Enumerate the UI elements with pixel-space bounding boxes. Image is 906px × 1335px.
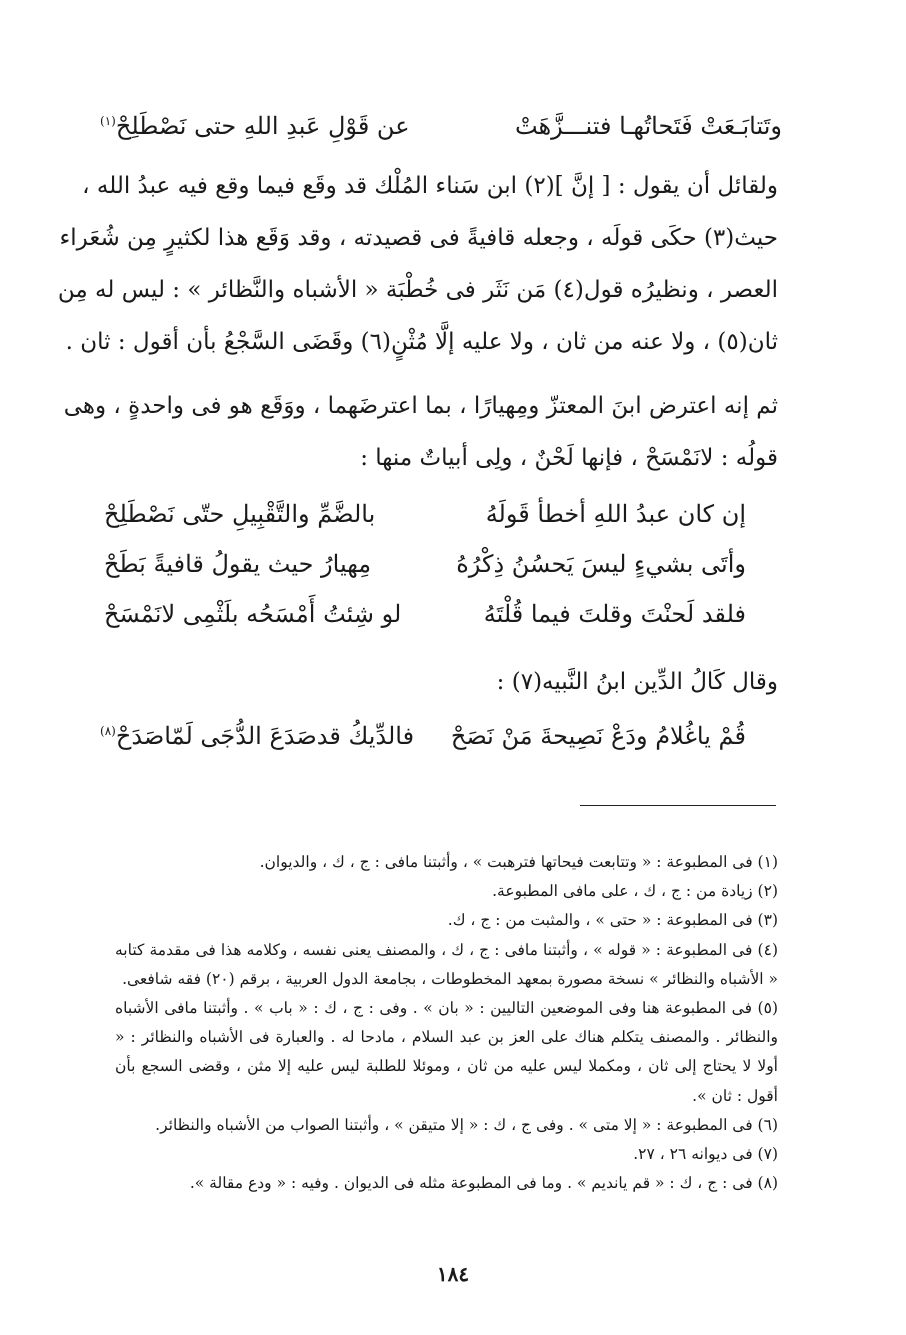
poem-verse-3-first: فلقد لَحنْتَ وقلتَ فيما قُلْتَهُ [483,600,746,628]
footnote-item: (١) فى المطبوعة : « وتتابعت فيحاتها فترهبت » ، وأثبتنا مافى : ج ، ك ، والديوان. [259,853,778,871]
footnote-separator [580,805,776,806]
paragraph-3-line: وقال كَالُ الدِّين ابنُ النَّبيه(٧) : [496,669,778,695]
footnote-item: (٦) فى المطبوعة : « إلا متى » . وفى ج ، ك : « إلا متيقن » ، وأثبتنا الصواب من الأشباه والنظائر. [155,1115,778,1134]
footnote-item: (٧) فى ديوانه ٢٦ ، ٢٧. [633,1145,778,1164]
paragraph-1-line: ثان(٥) ، ولا عنه من ثان ، ولا عليه إلَّا مُثْنٍ(٦) وقَضَى السَّجْعُ بأن أقول : ثان . [65,329,778,355]
paragraph-1-line: العصر ، ونظيرُه قول(٤) مَن نَثَر فى خُطْبَة « الأشباه والنَّظائر » : ليس له مِن [57,277,778,303]
footnotes [115,848,778,1198]
verse-top-first-hemistich: وتَتابَـعَتْ فَتَحاتُهـا فتنـــزَّهَتْ [514,112,782,140]
footnote-item: (٥) فى المطبوعة هنا وفى الموضعين التاليين : « بان » . وفى : ج ، ك : « باب » . وأثبتنا مافى الأشباه والنظائر . والمصنف يتكلم هناك على العز بن عبد السلام ، مادحا له . والعبارة فى الأشباه والنظائر : « أولا لا يحتاج إلى ثان ، ومكملا ليس عليه من ثان ، وموئلا للطلبة ليس عليه إلا مثن ، وقضى السجع بأن أقول : ثان ». [115,999,778,1105]
footnote-item: (٣) فى المطبوعة : « حتى » ، والمثبت من : ج ، ك. [447,911,778,930]
paragraph-2-line: قولُه : لانَمْسَحْ ، فإنها لَحْنٌ ، ولِى أبياتٌ منها : [360,445,778,471]
poem-verse-2 [104,550,746,578]
paragraph-1 [57,160,778,368]
verse-top-second-text: عن قَوْلِ عَبدِ اللهِ حتى نَصْطَلِحْ [115,112,410,140]
paragraph-2-line: ثم إنه اعترض ابنَ المعتزّ ومِهيارًا ، بما اعترضَهما ، ووَقَع هو فى واحدةٍ ، وهى [63,393,778,419]
poem-verse-2-second: مِهيارُ حيث يقولُ قافيةً بَطَحْ [104,550,372,578]
poem-verse-1 [104,500,746,528]
paragraph-1-line: حيث(٣) حكَى قولَه ، وجعله قافيةً فى قصيدته ، وقد وَقَع هذا لكثيرٍ مِن شُعَراء [59,225,778,251]
footnote-ref-1: (١) [100,114,116,128]
verse-bottom [100,722,746,750]
verse-bottom-first-hemistich: قُمْ ياغُلامُ ودَعْ نَصِيحةَ مَنْ نَصَحْ [450,722,746,750]
paragraph-3 [100,656,778,708]
poem-verse-2-first: وأتَى بشيءٍ ليسَ يَحسُنُ ذِكْرُهُ [456,550,746,578]
footnote-item: (٢) زيادة من : ج ، ك ، على مافى المطبوعة. [492,882,778,901]
paragraph-1-line: ولقائل أن يقول : [ إنَّ ](٢) ابن سَناء المُلْك قد وقَع فيما وقع فيه عبدُ الله ، [82,173,778,199]
page-number: ١٨٤ [436,1262,470,1286]
footnote-item: (٨) فى : ج ، ك : « قم يانديم » . وما فى المطبوعة مثله فى الديوان . وفيه : « ودع مقالة ». [189,1174,778,1193]
footnote-ref-8: (٨) [100,724,116,738]
verse-bottom-second-text: فالدِّيكُ قدصَدَعَ الدُّجَى لَمّاصَدَحْ [115,722,415,750]
poem-verse-3-second: لو شِئتُ أَمْسَحُه بلَثْمِى لانَمْسَحْ [104,600,402,628]
verse-top-second-hemistich [100,112,410,140]
poem-verse-3 [104,600,746,628]
verse-bottom-second-hemistich [100,722,414,750]
footnote-item: (٤) فى المطبوعة : « قوله » ، وأثبتنا مافى : ج ، ك ، والمصنف يعنى نفسه ، وكلامه هذا فى مقدمة كتابه « الأشباه والنظائر » نسخة مصورة بمعهد المخطوطات ، بجامعة الدول العربية ، برقم (٢٠) فقه شافعى. [115,940,778,988]
verse-top [100,112,782,140]
poem-verse-1-first: إن كان عبدُ اللهِ أخطأ قَولَهُ [485,500,746,528]
paragraph-2 [63,380,778,484]
poem-verse-1-second: بالضَّمِّ والتَّقْبِيلِ حتّى نَصْطَلِحْ [104,500,376,528]
